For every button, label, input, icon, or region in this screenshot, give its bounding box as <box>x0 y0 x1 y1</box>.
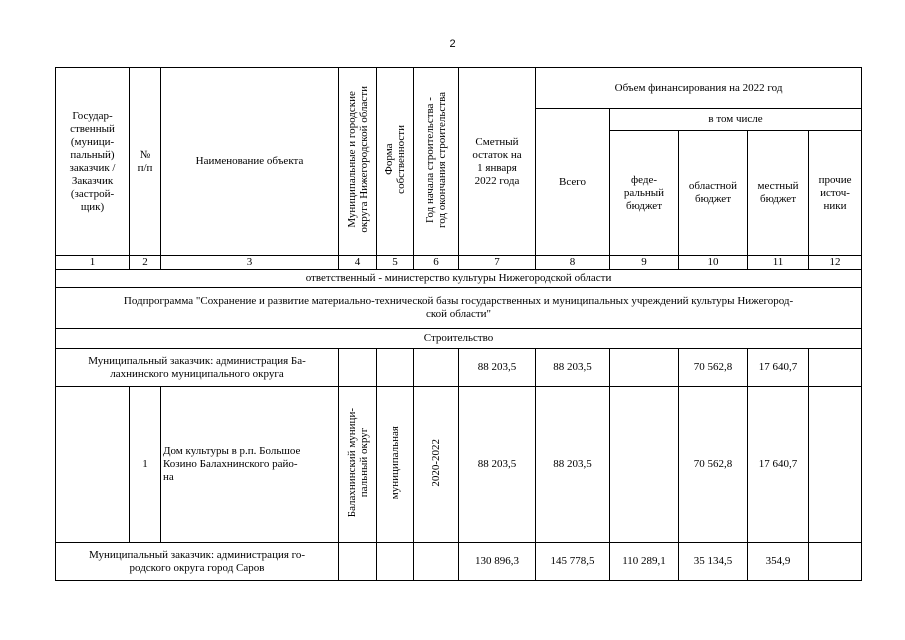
header-total: Всего <box>536 109 610 256</box>
header-local-budget: местный бюджет <box>748 131 809 256</box>
cell-municipal <box>339 349 377 387</box>
column-number: 1 <box>56 256 130 270</box>
header-municipal-district: Муниципальные и городские округа Нижегородской области <box>339 68 377 256</box>
column-number: 5 <box>377 256 414 270</box>
cell-years <box>414 349 459 387</box>
cell-other <box>809 387 862 543</box>
header-regional-budget: областной бюджет <box>679 131 748 256</box>
page-number: 2 <box>449 38 456 50</box>
cell-estimate: 130 896,3 <box>459 543 536 581</box>
cell-years: 2020-2022 <box>414 387 459 543</box>
column-number: 4 <box>339 256 377 270</box>
cell-other <box>809 543 862 581</box>
cell-regional: 35 134,5 <box>679 543 748 581</box>
cell-estimate: 88 203,5 <box>459 349 536 387</box>
header-construction-years: Год начала строительства - год окончания строительства <box>414 68 459 256</box>
cell-ownership <box>377 543 414 581</box>
section-row: Строительство <box>56 329 862 349</box>
cell-local: 354,9 <box>748 543 809 581</box>
column-number: 2 <box>130 256 161 270</box>
header-object-name: Наименование объекта <box>161 68 339 256</box>
cell-ownership <box>377 349 414 387</box>
table-row <box>56 349 862 387</box>
table-row <box>56 387 862 543</box>
cell-local: 17 640,7 <box>748 387 809 543</box>
cell-customer <box>56 387 130 543</box>
column-number: 12 <box>809 256 862 270</box>
subprogram-row: Подпрограмма "Сохранение и развитие материально-технической базы государственных и муниципальных учреждений культуры Нижегород- ской области" <box>56 288 862 329</box>
column-number: 8 <box>536 256 610 270</box>
header-other-sources: прочие источ- ники <box>809 131 862 256</box>
header-estimate-balance: Сметный остаток на 1 января 2022 года <box>459 68 536 256</box>
header-including: в том числе <box>610 109 862 131</box>
cell-other <box>809 349 862 387</box>
table-row <box>56 543 862 581</box>
cell-estimate: 88 203,5 <box>459 387 536 543</box>
financing-table <box>55 67 862 581</box>
column-number: 3 <box>161 256 339 270</box>
header-financing-2022: Объем финансирования на 2022 год <box>536 68 862 109</box>
cell-federal: 110 289,1 <box>610 543 679 581</box>
header-number: № п/п <box>130 68 161 256</box>
responsible-row: ответственный - министерство культуры Нижегородской области <box>56 270 862 288</box>
cell-local: 17 640,7 <box>748 349 809 387</box>
column-number: 9 <box>610 256 679 270</box>
cell-total: 88 203,5 <box>536 387 610 543</box>
header-federal-budget: феде- ральный бюджет <box>610 131 679 256</box>
customer-cell: Муниципальный заказчик: администрация го- родского округа город Саров <box>56 543 339 581</box>
cell-federal <box>610 349 679 387</box>
customer-cell: Муниципальный заказчик: администрация Ба- лахнинского муниципального округа <box>56 349 339 387</box>
cell-regional: 70 562,8 <box>679 387 748 543</box>
cell-object-name: Дом культуры в р.п. Большое Козино Балахнинского райо- на <box>161 387 339 543</box>
column-number: 10 <box>679 256 748 270</box>
cell-years <box>414 543 459 581</box>
cell-ownership: муниципальная <box>377 387 414 543</box>
header-ownership-form: Форма собственности <box>377 68 414 256</box>
column-number-row <box>56 256 862 270</box>
cell-federal <box>610 387 679 543</box>
cell-total: 88 203,5 <box>536 349 610 387</box>
cell-number: 1 <box>130 387 161 543</box>
column-number: 6 <box>414 256 459 270</box>
cell-total: 145 778,5 <box>536 543 610 581</box>
cell-municipal <box>339 543 377 581</box>
cell-regional: 70 562,8 <box>679 349 748 387</box>
cell-municipal: Балахнинский муници- пальный округ <box>339 387 377 543</box>
column-number: 11 <box>748 256 809 270</box>
column-number: 7 <box>459 256 536 270</box>
header-customer: Государ- ственный (муници- пальный) заказчик / Заказчик (застрой- щик) <box>56 68 130 256</box>
